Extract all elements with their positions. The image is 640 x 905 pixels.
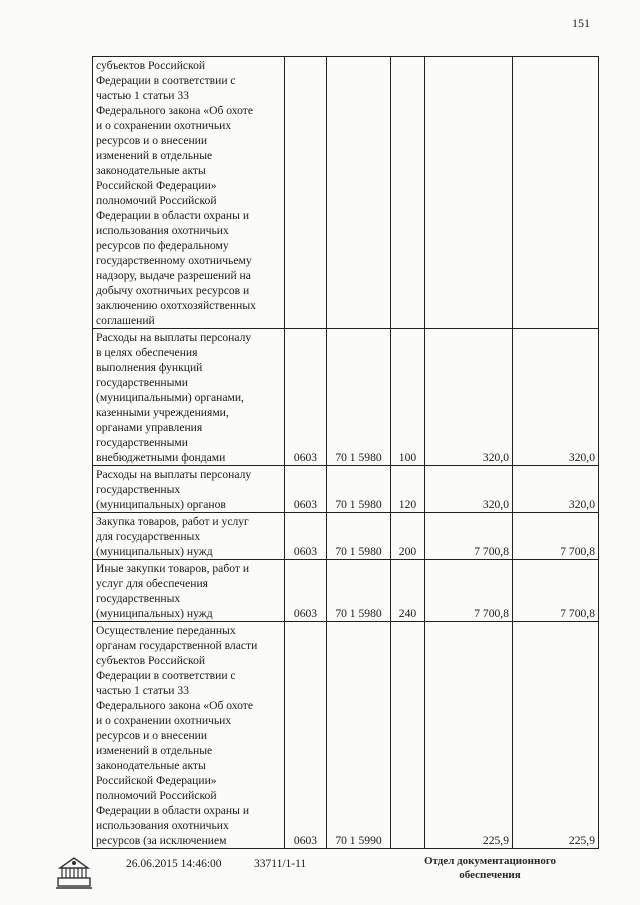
target-article-cell: 70 1 5990 (327, 622, 391, 849)
row-description (93, 513, 285, 560)
description-line: использования охотничьих (96, 224, 229, 237)
description-line: Федерации в области охраны и (96, 804, 250, 817)
section-code-cell: 0603 (285, 560, 327, 622)
stamp-line-2: обеспечения (459, 869, 521, 881)
description-line: изменений в отдельные (96, 149, 213, 162)
description-line: выполнения функций (96, 361, 203, 374)
page-footer (0, 848, 640, 898)
description-line: Федерального закона «Об охоте (96, 104, 253, 117)
description-line: и о сохранении охотничьих (96, 119, 232, 132)
row-description (93, 57, 285, 329)
description-line: Расходы на выплаты персоналу (96, 468, 252, 481)
description-line: Федерации в области охраны и (96, 209, 250, 222)
description-line: частью 1 статьи 33 (96, 89, 189, 102)
amount-cell: 320,0 (425, 329, 513, 466)
amount-total-cell: 320,0 (513, 329, 599, 466)
expense-type-cell: 120 (391, 466, 425, 513)
expense-type-cell: 240 (391, 560, 425, 622)
description-line: Федерации в соответствии с (96, 74, 236, 87)
table-row (93, 622, 599, 849)
description-line: субъектов Российской (96, 59, 206, 72)
table-row (93, 560, 599, 622)
description-line: заключению охотхозяйственных (96, 299, 256, 312)
duma-logo-icon (54, 852, 94, 892)
description-line: Осуществление переданных (96, 624, 236, 637)
description-line: государственными (96, 376, 188, 389)
target-article-cell: 70 1 5980 (327, 329, 391, 466)
description-line: (муниципальных) нужд (96, 607, 213, 620)
description-line: соглашений (96, 314, 155, 327)
section-code-cell: 0603 (285, 466, 327, 513)
table-row (93, 466, 599, 513)
expense-type-cell: 100 (391, 329, 425, 466)
budget-table (92, 56, 599, 849)
description-line: для государственных (96, 530, 201, 543)
expense-type-cell (391, 57, 425, 329)
footer-doc-number: 33711/1-11 (254, 858, 307, 870)
section-code-cell (285, 57, 327, 329)
description-line: (муниципальных) нужд (96, 545, 213, 558)
row-description (93, 560, 285, 622)
expense-type-cell (391, 622, 425, 849)
description-line: изменений в отдельные (96, 744, 213, 757)
description-line: органам государственной власти (96, 639, 258, 652)
description-line: ресурсов (за исключением (96, 834, 227, 847)
amount-total-cell: 7 700,8 (513, 513, 599, 560)
row-description (93, 466, 285, 513)
description-line: законодательные акты (96, 759, 206, 772)
description-line: услуг для обеспечения (96, 577, 208, 590)
description-line: Федерации в соответствии с (96, 669, 236, 682)
target-article-cell: 70 1 5980 (327, 560, 391, 622)
amount-cell: 320,0 (425, 466, 513, 513)
description-line: Российской Федерации» (96, 179, 217, 192)
description-line: Российской Федерации» (96, 774, 217, 787)
description-line: Закупка товаров, работ и услуг (96, 515, 249, 528)
description-line: органами управления (96, 421, 203, 434)
description-line: государственными (96, 436, 188, 449)
description-line: добычу охотничьих ресурсов и (96, 284, 250, 297)
description-line: законодательные акты (96, 164, 206, 177)
footer-datetime: 26.06.2015 14:46:00 (126, 858, 222, 870)
amount-total-cell: 7 700,8 (513, 560, 599, 622)
description-line: Федерального закона «Об охоте (96, 699, 253, 712)
description-line: частью 1 статьи 33 (96, 684, 189, 697)
description-line: внебюджетными фондами (96, 451, 226, 464)
section-code-cell: 0603 (285, 622, 327, 849)
description-line: Расходы на выплаты персоналу (96, 331, 252, 344)
target-article-cell: 70 1 5980 (327, 513, 391, 560)
description-line: ресурсов и о внесении (96, 729, 208, 742)
table-body (93, 57, 599, 849)
description-line: (муниципальных) органов (96, 498, 226, 511)
row-description (93, 622, 285, 849)
amount-cell: 225,9 (425, 622, 513, 849)
description-line: использования охотничьих (96, 819, 229, 832)
amount-total-cell: 320,0 (513, 466, 599, 513)
description-line: государственных (96, 592, 181, 605)
description-line: казенными учреждениями, (96, 406, 229, 419)
description-line: полномочий Российской (96, 194, 217, 207)
description-line: полномочий Российской (96, 789, 217, 802)
target-article-cell (327, 57, 391, 329)
description-line: в целях обеспечения (96, 346, 198, 359)
description-line: Иные закупки товаров, работ и (96, 562, 250, 575)
amount-cell: 7 700,8 (425, 513, 513, 560)
amount-cell: 7 700,8 (425, 560, 513, 622)
description-line: и о сохранении охотничьих (96, 714, 232, 727)
section-code-cell: 0603 (285, 513, 327, 560)
expense-type-cell: 200 (391, 513, 425, 560)
target-article-cell: 70 1 5980 (327, 466, 391, 513)
amount-total-cell (513, 57, 599, 329)
description-line: государственному охотничьему (96, 254, 252, 267)
description-line: ресурсов и о внесении (96, 134, 208, 147)
amount-cell (425, 57, 513, 329)
description-line: (муниципальными) органами, (96, 391, 244, 404)
amount-total-cell: 225,9 (513, 622, 599, 849)
page-number: 151 (572, 16, 590, 30)
department-stamp (420, 854, 560, 882)
description-line: государственных (96, 483, 181, 496)
table-row (93, 329, 599, 466)
description-line: субъектов Российской (96, 654, 206, 667)
description-line: ресурсов по федеральному (96, 239, 229, 252)
section-code-cell: 0603 (285, 329, 327, 466)
table-row (93, 57, 599, 329)
row-description (93, 329, 285, 466)
description-line: надзору, выдаче разрешений на (96, 269, 251, 282)
table-row (93, 513, 599, 560)
stamp-line-1: Отдел документационного (423, 855, 557, 867)
